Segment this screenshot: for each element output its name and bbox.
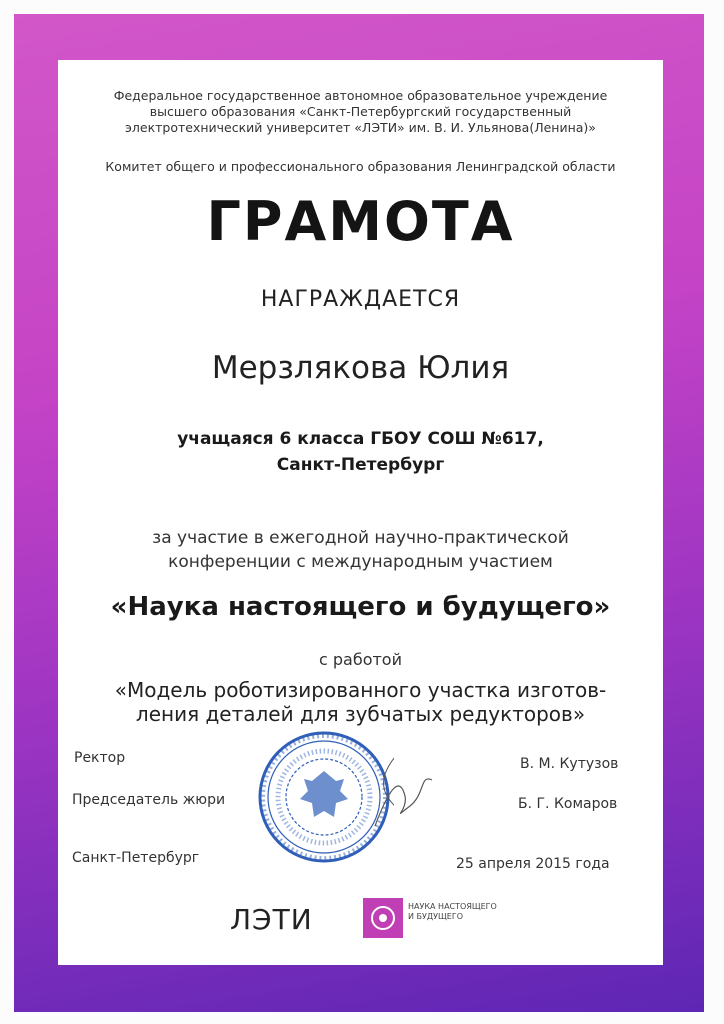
header-line-1: Федеральное государственное автономное образовательное учреждение <box>113 88 608 103</box>
with-work-label: с работой <box>318 650 402 669</box>
certificate-title: ГРАМОТА <box>206 190 515 253</box>
conference-name: «Наука настоящего и будущего» <box>110 592 611 622</box>
awarded-label: НАГРАЖДАЕТСЯ <box>260 287 461 312</box>
institution-header <box>58 88 663 136</box>
participation-line-1: за участие в ежегодной научно-практической <box>152 528 569 548</box>
conf-logo-line-2: И БУДУЩЕГО <box>408 912 463 921</box>
leti-logo: ЛЭТИ <box>230 903 313 936</box>
recipient-name: Мерзлякова Юлия <box>211 350 510 386</box>
header-line-3: электротехнический университет «ЛЭТИ» им. В. И. Ульянова(Ленина)» <box>125 120 596 135</box>
work-line-1: «Модель роботизированного участка изготов- <box>114 678 607 702</box>
student-info <box>58 426 663 478</box>
rector-name: В. М. Кутузов <box>520 756 619 772</box>
rector-role: Ректор <box>74 750 126 766</box>
student-line-2: Санкт-Петербург <box>276 455 445 475</box>
conference-logo-icon <box>363 898 403 938</box>
header-line-2: высшего образования «Санкт-Петербургский государственный <box>149 104 572 119</box>
participation-line-2: конференции с международным участием <box>168 552 553 572</box>
student-line-1: учащаяся 6 класса ГБОУ СОШ №617, <box>177 429 544 449</box>
conference-logo-text <box>408 902 497 922</box>
work-title <box>58 678 663 726</box>
participation-text <box>58 526 663 574</box>
committee-line: Комитет общего и профессионального образования Ленинградской области <box>105 159 616 174</box>
conf-logo-line-1: НАУКА НАСТОЯЩЕГО <box>408 902 497 911</box>
place-label: Санкт-Петербург <box>72 850 200 866</box>
work-line-2: ления деталей для зубчатых редукторов» <box>135 702 586 726</box>
date-label: 25 апреля 2015 года <box>456 856 610 872</box>
jury-chair-name: Б. Г. Комаров <box>518 796 618 812</box>
signature-scribble <box>370 766 440 836</box>
jury-chair-role: Председатель жюри <box>72 792 226 808</box>
certificate-sheet <box>58 60 663 965</box>
